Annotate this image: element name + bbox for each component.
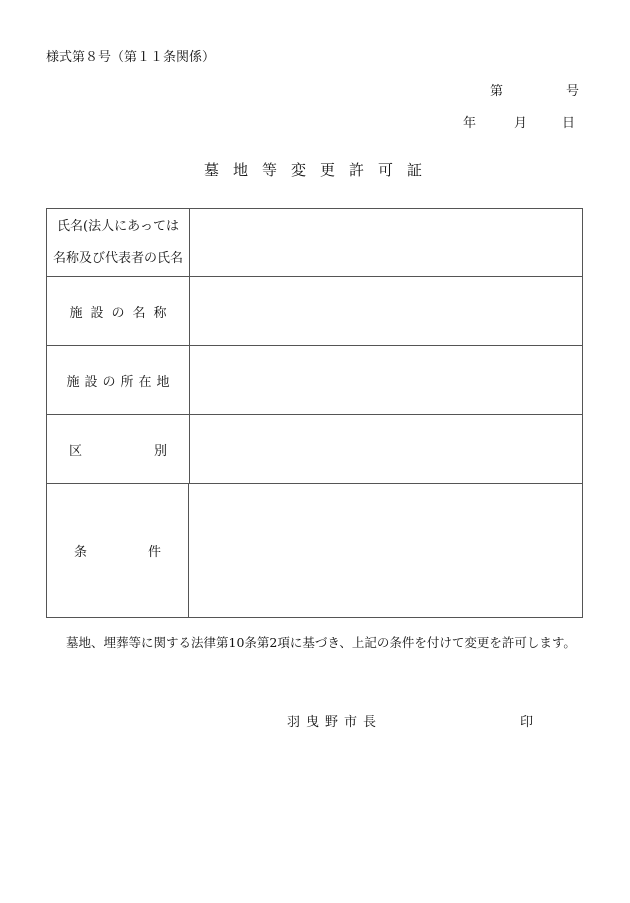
classification-label-left: 区 [69, 443, 83, 459]
conditions-value [189, 484, 582, 617]
date-month-label: 月 [514, 116, 528, 131]
document-number-prefix: 第 [490, 84, 504, 99]
name-label [47, 209, 189, 276]
facility-name-value [190, 277, 582, 345]
permit-statement: 墓地、埋葬等に関する法律第10条第2項に基づき、上記の条件を付けて変更を許可します。 [66, 635, 576, 650]
form-number: 様式第８号（第１１条関係） [46, 50, 216, 65]
name-label-line2: 名称及び代表者の氏名 [52, 250, 183, 266]
name-value [190, 209, 582, 276]
conditions-label-left: 条 [74, 545, 88, 560]
table-border-bottom [46, 617, 583, 618]
date-day-label: 日 [562, 116, 576, 131]
facility-address-label: 施設の所在地 [66, 374, 175, 390]
date-year-label: 年 [463, 116, 477, 131]
conditions-label-right: 件 [147, 545, 161, 560]
document-number-suffix: 号 [566, 84, 580, 99]
classification-value [190, 415, 582, 483]
facility-address-value [190, 346, 582, 414]
conditions-label [47, 484, 188, 617]
table-border-right [582, 208, 583, 618]
name-label-line1: 氏名(法人にあっては [57, 218, 179, 234]
issuer-title: 羽曳野市長 [287, 715, 383, 730]
document-title: 墓地等変更許可証 [203, 161, 436, 179]
classification-label [47, 415, 189, 483]
classification-label-right: 別 [153, 443, 167, 459]
seal-mark: 印 [520, 715, 534, 730]
facility-name-label: 施設の名称 [69, 305, 175, 321]
